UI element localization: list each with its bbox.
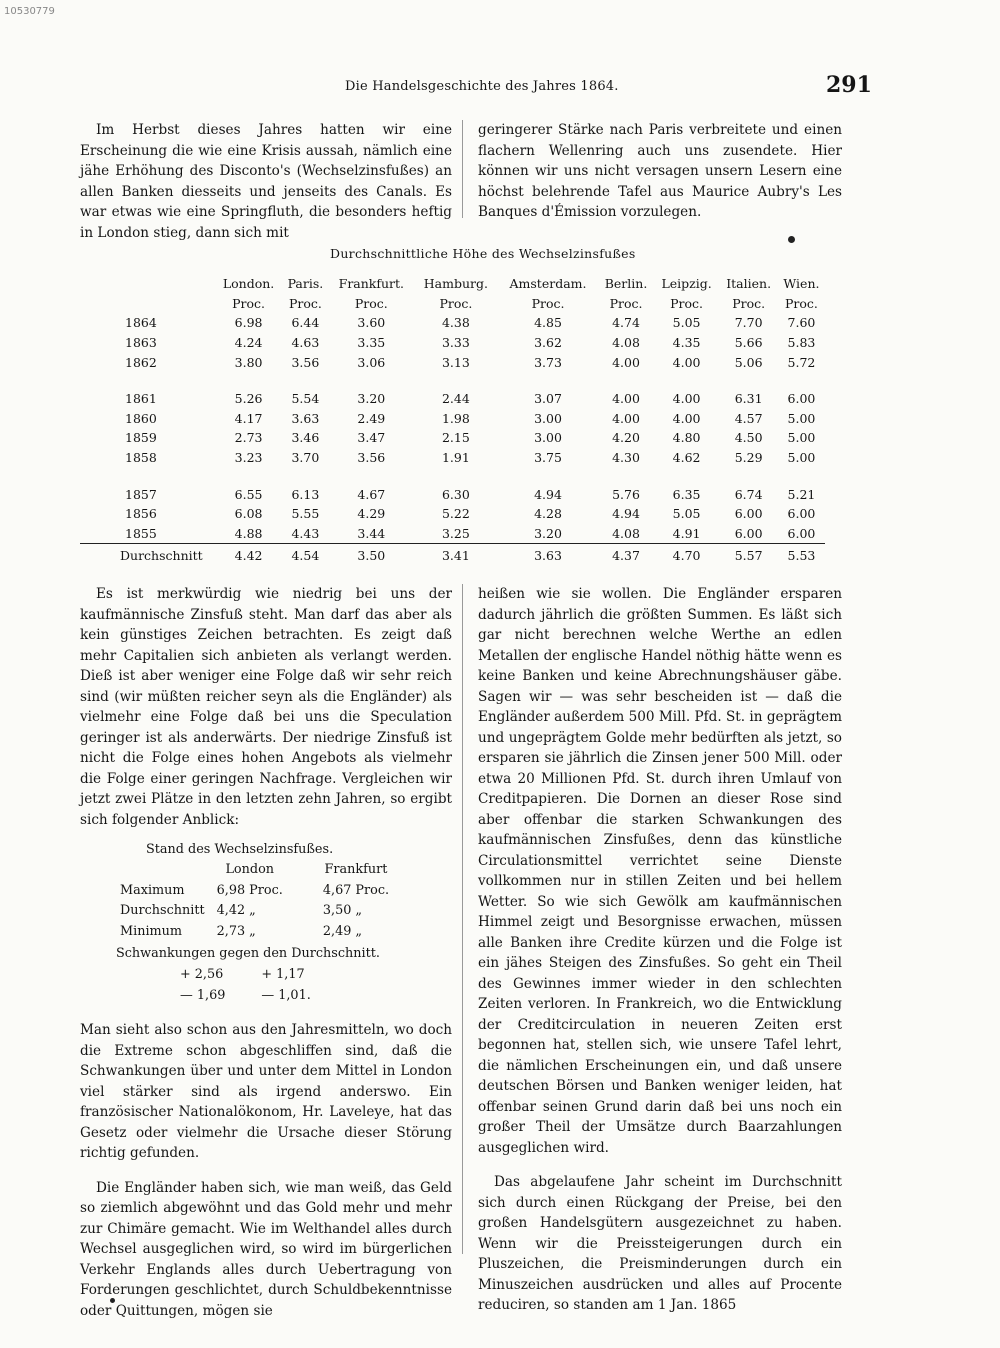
ink-spot <box>788 236 795 243</box>
rate-cell: 3.25 <box>441 525 470 541</box>
rate-cell: 5.06 <box>734 354 763 370</box>
average-label: Durchschnitt <box>80 544 215 567</box>
rate-cell: 5.72 <box>787 354 816 370</box>
unit-label: Proc. <box>288 295 322 311</box>
swing-london: — 1,69 <box>180 987 226 1003</box>
lower-left-column <box>80 584 452 1321</box>
rate-cell: 3.80 <box>234 354 263 370</box>
rate-cell: 4.00 <box>672 410 701 426</box>
rate-cell: 3.62 <box>534 335 562 351</box>
rate-cell: 5.00 <box>787 450 816 466</box>
group-gap <box>80 372 825 389</box>
lower-right-column <box>478 584 842 1316</box>
stand-row-frankfurt: 2,49 „ <box>322 923 363 939</box>
rate-cell: 5.05 <box>672 315 701 331</box>
rate-cell: 4.29 <box>357 506 386 522</box>
unit-label: Proc. <box>609 295 643 311</box>
unit-label: Proc. <box>732 295 766 311</box>
rate-cell: 4.85 <box>534 315 562 331</box>
year-cell: 1860 <box>125 410 157 426</box>
stand-row-london: 6,98 Proc. <box>216 882 283 898</box>
rate-cell: 3.56 <box>357 450 386 466</box>
rate-cell: 4.38 <box>441 315 470 331</box>
rate-cell: 3.35 <box>357 335 386 351</box>
intro-right-column <box>478 120 842 223</box>
rate-cell: 4.57 <box>734 410 763 426</box>
rate-cell: 4.50 <box>734 430 763 446</box>
rate-cell: 4.08 <box>612 525 640 541</box>
average-cell: 4.54 <box>282 544 329 567</box>
rate-cell: 6.00 <box>787 525 816 541</box>
rate-cell: 3.75 <box>534 450 562 466</box>
left-paragraph-2: Man sieht also schon aus den Jahresmitteln, wo doch die Extreme schon abgeschliffen sind, daß die Schwankungen über und unter dem Mittel in London viel stärker sind als irgend anderswo. Ein französischer Nationalökonom, Hr. Laveleye, hat das Gesetz oder vielmehr die Ursache dieser Störung richtig gefunden. <box>80 1022 452 1161</box>
year-cell: 1863 <box>125 335 157 351</box>
table-row <box>80 448 825 468</box>
rate-cell: 5.76 <box>612 486 640 502</box>
unit-label: Proc. <box>354 295 388 311</box>
rate-cell: 5.55 <box>291 506 320 522</box>
running-title: Die Handelsgeschichte des Jahres 1864. <box>345 79 619 94</box>
group-gap <box>80 467 825 484</box>
rate-cell: 6.00 <box>787 506 816 522</box>
average-cell: 3.50 <box>329 544 414 567</box>
stand-head-london: London <box>225 862 275 877</box>
unit-label: Proc. <box>670 295 704 311</box>
average-cell: 3.63 <box>498 544 598 567</box>
column-header: Berlin. <box>604 276 648 292</box>
rate-cell: 5.26 <box>234 391 263 407</box>
rate-cell: 4.94 <box>534 486 562 502</box>
rate-cell: 6.00 <box>787 391 816 407</box>
stand-row-frankfurt: 3,50 „ <box>322 903 363 918</box>
rate-cell: 2.15 <box>441 430 470 446</box>
rate-cell: 6.98 <box>234 315 263 331</box>
library-tag: 10530779 <box>4 6 55 17</box>
rate-cell: 6.30 <box>441 486 470 502</box>
rate-cell: 6.35 <box>672 486 701 502</box>
table-row <box>80 333 825 353</box>
rate-cell: 4.30 <box>612 450 640 466</box>
column-header: Paris. <box>287 276 324 292</box>
column-divider-top <box>462 120 463 218</box>
rate-cell: 6.31 <box>734 391 763 407</box>
rate-cell: 3.13 <box>441 354 470 370</box>
stand-head-frankfurt: Frankfurt <box>324 862 388 877</box>
rate-cell: 3.63 <box>291 410 320 426</box>
average-cell: 5.53 <box>778 544 825 567</box>
column-header: Hamburg. <box>423 276 488 292</box>
rate-cell: 3.46 <box>291 430 320 446</box>
rate-cell: 5.00 <box>787 430 816 446</box>
average-cell: 4.70 <box>654 544 720 567</box>
column-header: London. <box>222 276 275 292</box>
table-caption: Durchschnittliche Höhe des Wechselzinsfußes <box>330 246 636 261</box>
rate-cell: 5.83 <box>787 335 816 351</box>
right-paragraph-2: Das abgelaufene Jahr scheint im Durchschnitt sich durch einen Rückgang der Preise, bei den großen Handelsgütern ausgezeichnet zu haben. Wenn wir die Preissteigerungen durch ein Pluszeichen, die Preisminderungen durch ein Minuszeichen ausdrücken und alles auf Procente reduciren, so standen am 1 Jan. 1865 <box>478 1174 842 1313</box>
column-divider-bottom <box>462 584 463 1254</box>
year-cell: 1861 <box>125 391 157 407</box>
rate-cell: 4.43 <box>291 525 320 541</box>
rate-cell: 5.22 <box>441 506 470 522</box>
table-row <box>80 409 825 429</box>
rate-cell: 3.60 <box>357 315 386 331</box>
column-header: Wien. <box>783 276 820 292</box>
year-cell: 1862 <box>125 354 157 370</box>
average-cell: 4.42 <box>215 544 282 567</box>
unit-label: Proc. <box>232 295 265 311</box>
rate-cell: 6.55 <box>234 486 263 502</box>
intro-left-column <box>80 120 452 243</box>
swing-table <box>174 965 317 1006</box>
swing-frankfurt: — 1,01. <box>261 987 311 1003</box>
rate-cell: 1.91 <box>441 450 470 466</box>
rates-table <box>80 274 825 566</box>
rate-cell: 3.20 <box>357 391 386 407</box>
year-cell: 1856 <box>125 506 157 522</box>
table-row <box>80 389 825 409</box>
rate-cell: 2.73 <box>234 430 263 446</box>
rate-cell: 6.74 <box>734 486 763 502</box>
table-unit-row <box>80 294 825 314</box>
rate-cell: 3.44 <box>357 525 386 541</box>
stand-block <box>80 840 452 1006</box>
ink-spot <box>110 1298 115 1303</box>
rate-cell: 6.08 <box>234 506 263 522</box>
intro-left-paragraph: Im Herbst dieses Jahres hatten wir eine Erscheinung die wie eine Krisis aussah, nämlich eine jähe Erhöhung des Disconto's (Wechselzinsfußes) an allen Banken diesseits und jenseits des Canals. Es war etwas wie eine Springfluth, die besonders heftig in London stieg, dann sich mit <box>80 122 452 241</box>
stand-title: Stand des Wechselzinsfußes. <box>146 842 334 857</box>
rate-cell: 3.47 <box>357 430 386 446</box>
rate-cell: 4.91 <box>672 525 701 541</box>
rate-cell: 7.70 <box>734 315 763 331</box>
rate-cell: 4.63 <box>291 335 320 351</box>
rate-cell: 4.08 <box>612 335 640 351</box>
unit-label: Proc. <box>785 295 818 311</box>
left-paragraph-3: Die Engländer haben sich, wie man weiß, das Geld so ziemlich abgewöhnt und das Gold mehr und mehr zur Chimäre gemacht. Wie im Welthandel alles durch Wechsel ausgeglichen wird, so wird im bürgerlichen Verkehr Englands alles durch Uebertragung von Forderungen geschlichtet, durch Schuldbekenntnisse oder Quittungen, mögen sie <box>80 1179 452 1319</box>
rate-cell: 4.20 <box>612 430 640 446</box>
table-row <box>80 313 825 333</box>
average-row <box>80 544 825 567</box>
year-cell: 1859 <box>125 430 157 446</box>
rate-cell: 4.67 <box>357 486 386 502</box>
rate-cell: 3.20 <box>534 525 562 541</box>
rate-cell: 3.00 <box>534 430 562 446</box>
column-header: Amsterdam. <box>509 276 587 292</box>
intro-right-paragraph: geringerer Stärke nach Paris verbreitete und einen flachern Wellenring auch uns zusendete. Hier können wir uns nicht versagen unsern Lesern eine höchst belehrende Tafel aus Maurice Aubry's Les Banques d'Émission vorzulegen. <box>478 122 842 220</box>
rate-cell: 6.00 <box>734 506 763 522</box>
table-row <box>80 428 825 448</box>
rate-cell: 4.17 <box>234 410 263 426</box>
average-cell: 4.37 <box>598 544 654 567</box>
rate-cell: 5.21 <box>787 486 816 502</box>
stand-row-label: Minimum <box>120 923 183 939</box>
rate-cell: 4.28 <box>534 506 562 522</box>
header-spacer <box>80 274 215 294</box>
rate-cell: 4.00 <box>612 354 640 370</box>
rate-cell: 5.54 <box>291 391 320 407</box>
rate-cell: 5.29 <box>734 450 763 466</box>
year-cell: 1864 <box>125 315 157 331</box>
table-row <box>80 504 825 524</box>
stand-row-label: Durchschnitt <box>120 903 205 918</box>
stand-table <box>114 860 395 942</box>
unit-label: Proc. <box>439 295 473 311</box>
left-paragraph-1: Es ist merkwürdig wie niedrig bei uns der kaufmännische Zinsfuß steht. Man darf das aber als kein günstiges Zeichen betrachten. Es zeigt daß mehr Capitalien sich anbieten als verlangt werden. Dieß ist aber weniger eine Folge daß wir sehr reich sind (wir müßten reicher seyn als die Engländer) als vielmehr eine Folge daß bei uns die Speculation geringer ist als anderwärts. Der niedrige Zinsfuß ist nicht die Folge eines hohen Angebots als vielmehr die Folge einer geringen Nachfrage. Vergleichen wir jetzt zwei Plätze in den letzten zehn Jahren, so ergibt sich folgender Anblick: <box>80 586 452 828</box>
table-row <box>80 524 825 544</box>
rate-cell: 4.00 <box>672 354 701 370</box>
rate-cell: 4.80 <box>672 430 701 446</box>
rate-cell: 4.00 <box>612 410 640 426</box>
table-row <box>80 484 825 504</box>
rate-cell: 4.00 <box>672 391 701 407</box>
rate-cell: 4.94 <box>612 506 640 522</box>
rate-cell: 5.00 <box>787 410 816 426</box>
rate-cell: 4.74 <box>612 315 640 331</box>
rate-cell: 4.88 <box>234 525 263 541</box>
unit-label: Proc. <box>531 295 565 311</box>
stand-row-frankfurt: 4,67 Proc. <box>322 882 390 898</box>
rate-cell: 3.56 <box>291 354 320 370</box>
rate-cell: 6.44 <box>291 315 320 331</box>
swing-title: Schwankungen gegen den Durchschnitt. <box>116 946 380 961</box>
average-cell: 5.57 <box>719 544 778 567</box>
rate-cell: 3.07 <box>534 391 562 407</box>
stand-row-london: 2,73 „ <box>216 923 256 939</box>
rate-cell: 4.00 <box>612 391 640 407</box>
table-row <box>80 352 825 372</box>
rate-cell: 2.49 <box>357 410 386 426</box>
rate-cell: 3.06 <box>357 354 386 370</box>
rate-cell: 4.62 <box>672 450 701 466</box>
stand-row-london: 4,42 „ <box>216 903 256 918</box>
rate-cell: 1.98 <box>441 410 470 426</box>
swing-frankfurt: + 1,17 <box>261 967 305 982</box>
rate-cell: 3.00 <box>534 410 562 426</box>
rate-cell: 3.33 <box>441 335 470 351</box>
rate-cell: 2.44 <box>441 391 470 407</box>
unit-spacer <box>80 294 215 314</box>
table-header-row <box>80 274 825 294</box>
swing-london: + 2,56 <box>180 967 224 982</box>
column-header: Italien. <box>726 276 772 292</box>
year-cell: 1858 <box>125 450 157 466</box>
right-paragraph-1: heißen wie sie wollen. Die Engländer ersparen dadurch jährlich die größten Summen. Es läßt sich gar nicht berechnen welche Werthe an edlen Metallen der englische Handel nöthig hätte wenn es keine Banken und keine Abrechnungshäuser gäbe. Sagen wir — was sehr bescheiden ist — daß die Engländer außerdem 500 Mill. Pfd. St. in geprägtem und ungeprägtem Golde mehr bedürften als jetzt, so ersparen sie jährlich die Zinsen jener 500 Mill. oder etwa 20 Millionen Pfd. St. durch ihren Umlauf von Creditpapieren. Die Dornen an dieser Rose sind aber offenbar die starken Schwankungen des kaufmännischen Zinsfußes, denn das künstliche Circulationsmittel verrichtet seine Dienste vollkommen nur in stillen Zeiten und bei hellem Wetter. So wie sich Gewölk am kaufmännischen Himmel zeigt und Besorgnisse erwachen, müssen alle Banken ihre Credite kürzen und die Folge ist ein jähes Steigen des Zinsfußes. So geht ein Theil des Gewinnes immer wieder in den schlechten Zeiten verloren. In Frankreich, wo die Entwicklung der Creditcirculation in neueren Zeiten erst begonnen hat, stellen sich, wie unsere Tafel lehrt, die nämlichen Erscheinungen ein, und daß unsere deutschen Börsen und Banken weniger leiden, hat offenbar seinen Grund darin daß bei uns noch ein großer Theil der Umsätze durch Baarzahlungen ausgeglichen wird. <box>478 586 842 1156</box>
column-header: Frankfurt. <box>338 276 405 292</box>
rate-cell: 5.05 <box>672 506 701 522</box>
year-cell: 1857 <box>125 486 157 502</box>
rate-cell: 3.73 <box>534 354 562 370</box>
column-header: Leipzig. <box>661 276 712 292</box>
rate-cell: 6.13 <box>291 486 320 502</box>
rate-cell: 4.24 <box>234 335 263 351</box>
stand-row-label: Maximum <box>120 882 185 898</box>
rate-cell: 4.35 <box>672 335 701 351</box>
page-number: 291 <box>826 72 872 98</box>
rate-cell: 6.00 <box>734 525 763 541</box>
rate-cell: 5.66 <box>734 335 763 351</box>
year-cell: 1855 <box>125 525 157 541</box>
rate-cell: 3.23 <box>234 450 263 466</box>
rate-cell: 7.60 <box>787 315 816 331</box>
average-cell: 3.41 <box>414 544 498 567</box>
rate-cell: 3.70 <box>291 450 320 466</box>
